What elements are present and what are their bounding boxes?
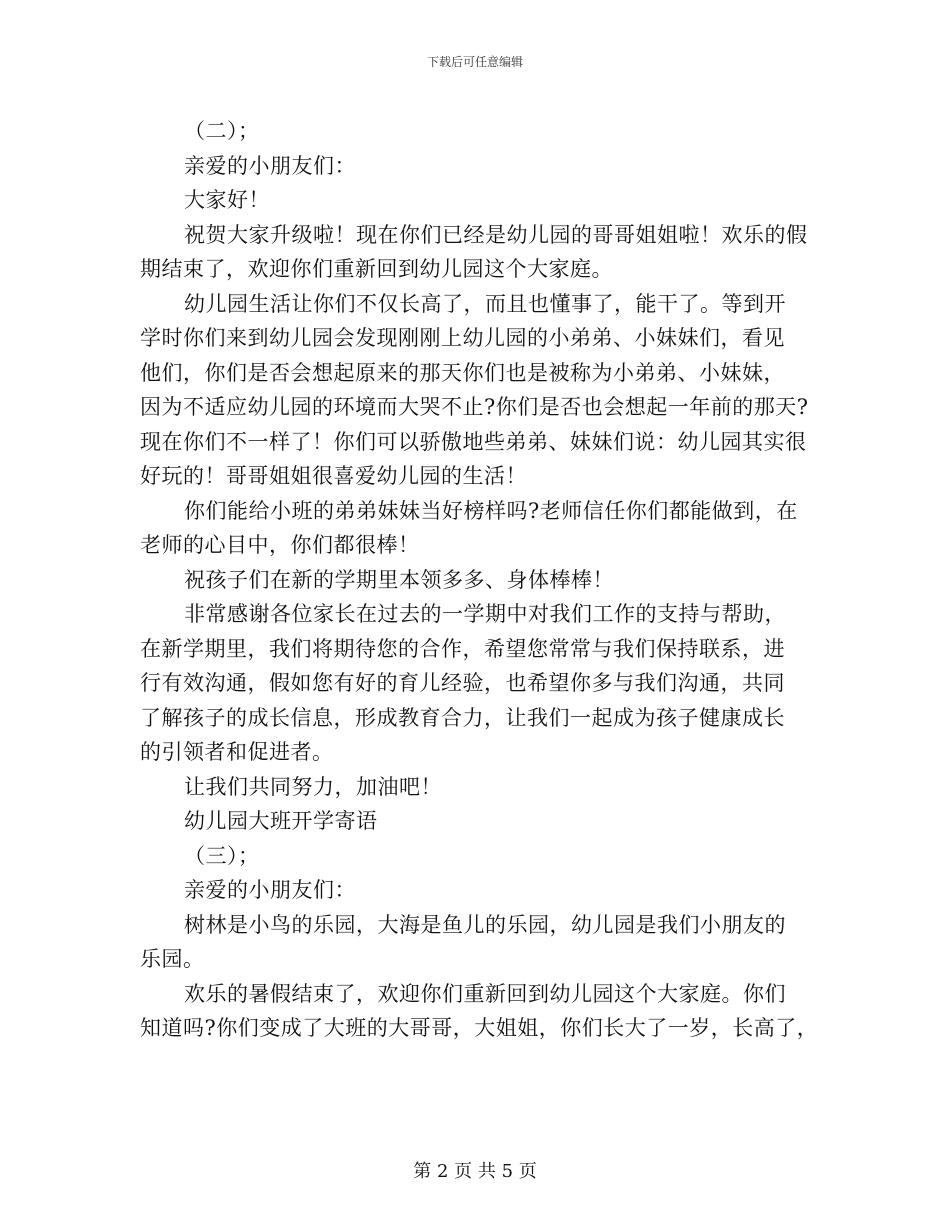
- text-line: 了解孩子的成长信息，形成教育合力，让我们一起成为孩子健康成长: [140, 705, 785, 730]
- text-line: 好玩的！哥哥姐姐很喜爱幼儿园的生活！: [140, 464, 527, 488]
- document-body: [140, 114, 820, 1046]
- text-line: 因为不适应幼儿园的环境而大哭不止?你们是否也会想起一年前的那天?: [140, 395, 809, 419]
- text-line: 你们能给小班的弟弟妹妹当好榜样吗?老师信任你们都能做到，在: [184, 498, 798, 523]
- text-line: （三）；: [184, 843, 260, 868]
- text-line: （二）；: [184, 119, 260, 143]
- text-line: 乐园。: [140, 947, 205, 971]
- text-line: 大家好！: [184, 188, 270, 212]
- text-line: 行有效沟通，假如您有好的育儿经验，也希望你多与我们沟通，共同: [140, 671, 785, 695]
- text-line: 让我们共同努力，加油吧！: [184, 774, 442, 799]
- text-line: 树林是小鸟的乐园，大海是鱼儿的乐园，幼儿园是我们小朋友的: [184, 912, 786, 937]
- text-line: 知道吗?你们变成了大班的大哥哥，大姐姐，你们长大了一岁，长高了，: [140, 1016, 819, 1040]
- text-line: 学时你们来到幼儿园会发现刚刚上幼儿园的小弟弟、小妹妹们，看见: [140, 326, 785, 350]
- text-line: 老师的心目中，你们都很棒！: [140, 533, 420, 557]
- page-header: 下载后可任意编辑: [426, 55, 523, 69]
- text-line: 欢乐的暑假结束了，欢迎你们重新回到幼儿园这个大家庭。你们: [184, 981, 786, 1006]
- text-line: 的引领者和促进者。: [140, 740, 334, 764]
- page-number-footer: 第 2 页 共 5 页: [413, 1161, 537, 1182]
- text-line: 幼儿园大班开学寄语: [184, 809, 378, 833]
- text-line: 他们，你们是否会想起原来的那天你们也是被称为小弟弟、小妹妹，: [140, 360, 785, 385]
- text-line: 祝孩子们在新的学期里本领多多、身体棒棒！: [184, 567, 614, 592]
- text-line: 亲爱的小朋友们：: [184, 153, 356, 178]
- text-line: 幼儿园生活让你们不仅长高了，而且也懂事了，能干了。等到开: [184, 291, 786, 316]
- text-line: 在新学期里，我们将期待您的合作，希望您常常与我们保持联系，进: [140, 636, 785, 661]
- text-line: 非常感谢各位家长在过去的一学期中对我们工作的支持与帮助，: [184, 602, 786, 626]
- text-line: 期结束了，欢迎你们重新回到幼儿园这个大家庭。: [140, 257, 613, 281]
- text-line: 亲爱的小朋友们：: [184, 878, 356, 902]
- text-line: 祝贺大家升级啦！现在你们已经是幼儿园的哥哥姐姐啦！欢乐的假: [184, 222, 808, 247]
- text-line: 现在你们不一样了！你们可以骄傲地些弟弟、妹妹们说：幼儿园其实很: [140, 429, 807, 454]
